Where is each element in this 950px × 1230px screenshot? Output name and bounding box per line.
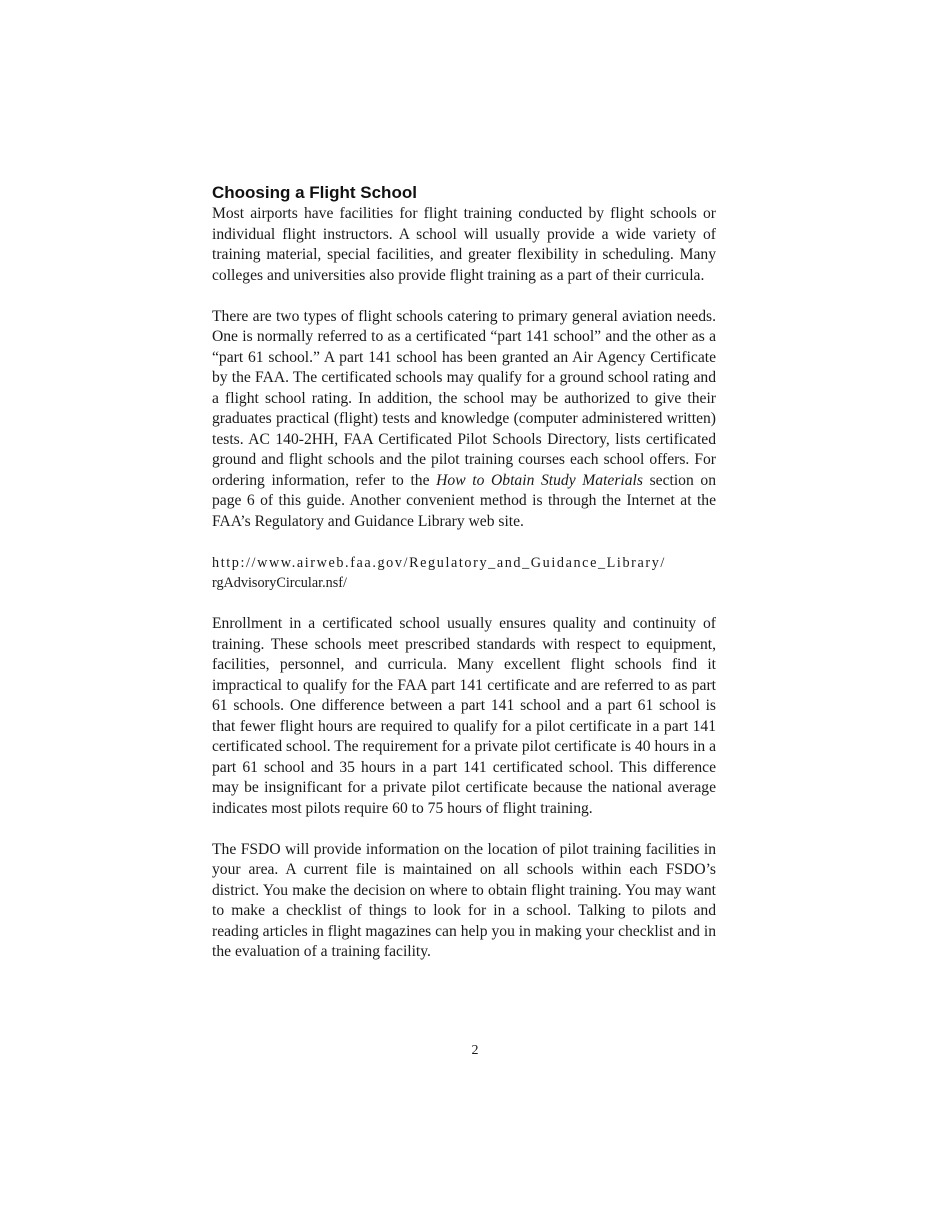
page-content bbox=[212, 182, 716, 963]
paragraph-enrollment: Enrollment in a certificated school usually ensures quality and continuity of training. These schools meet prescribed standards with respect to equipment, facilities, personnel, and curricula. Many excellent flight schools find it impractical to qualify for the FAA part 141 certificate and are referred to as part 61 schools. One difference between a part 141 school and a part 61 school is that fewer flight hours are required to qualify for a pilot certificate in a part 141 certificated school. The requirement for a private pilot certificate is 40 hours in a part 61 school and 35 hours in a part 141 certificated school. This difference may be insignificant for a private pilot certificate because the national average indicates most pilots require 60 to 75 hours of flight training. bbox=[212, 615, 716, 817]
faa-library-url-continued[interactable]: rgAdvisoryCircular.nsf/ bbox=[212, 575, 347, 591]
paragraph-fsdo: The FSDO will provide information on the location of pilot training facilities in your area. A current file is maintained on all schools within each FSDO’s district. You make the decision on where to obtain flight training. You may want to make a checklist of things to look for in a school. Talking to pilots and reading articles in flight magazines can help you in making your checklist and in the evaluation of a training facility. bbox=[212, 840, 716, 960]
study-materials-reference: How to Obtain Study Materials bbox=[436, 471, 643, 489]
paragraph-school-types-text: There are two types of flight schools catering to primary general aviation needs. One is normally referred to as a certificated “part 141 school” and the other as a “part 61 school.” A part 141 school has been granted an Air Agency Certificate by the FAA. The certificated schools may qualify for a ground school rating and a flight school rating. In addition, the school may be authorized to give their graduates practical (flight) tests and knowledge (computer administered written) tests. AC 140-2HH, FAA Certificated Pilot Schools Directory, lists certificated ground and flight schools and the pilot training courses each school offers. For ordering information, refer to the bbox=[212, 307, 716, 489]
paragraph-school-types-text-end: section on page 6 of this guide. Another convenient method is through the Internet at the FAA’s Regulatory and Guidance Library web site. bbox=[212, 471, 716, 530]
paragraph-intro: Most airports have facilities for flight training conducted by flight schools or individual flight instructors. A school will usually provide a wide variety of training material, special facilities, and greater flexibility in scheduling. Many colleges and universities also provide flight training as a part of their curricula. bbox=[212, 205, 716, 284]
paragraph-school-types bbox=[212, 307, 716, 533]
faa-library-url[interactable]: http://www.airweb.faa.gov/Regulatory_and_Guidance_Library/ bbox=[212, 554, 666, 571]
page-number: 2 bbox=[471, 1043, 479, 1058]
section-heading: Choosing a Flight School bbox=[212, 183, 417, 202]
